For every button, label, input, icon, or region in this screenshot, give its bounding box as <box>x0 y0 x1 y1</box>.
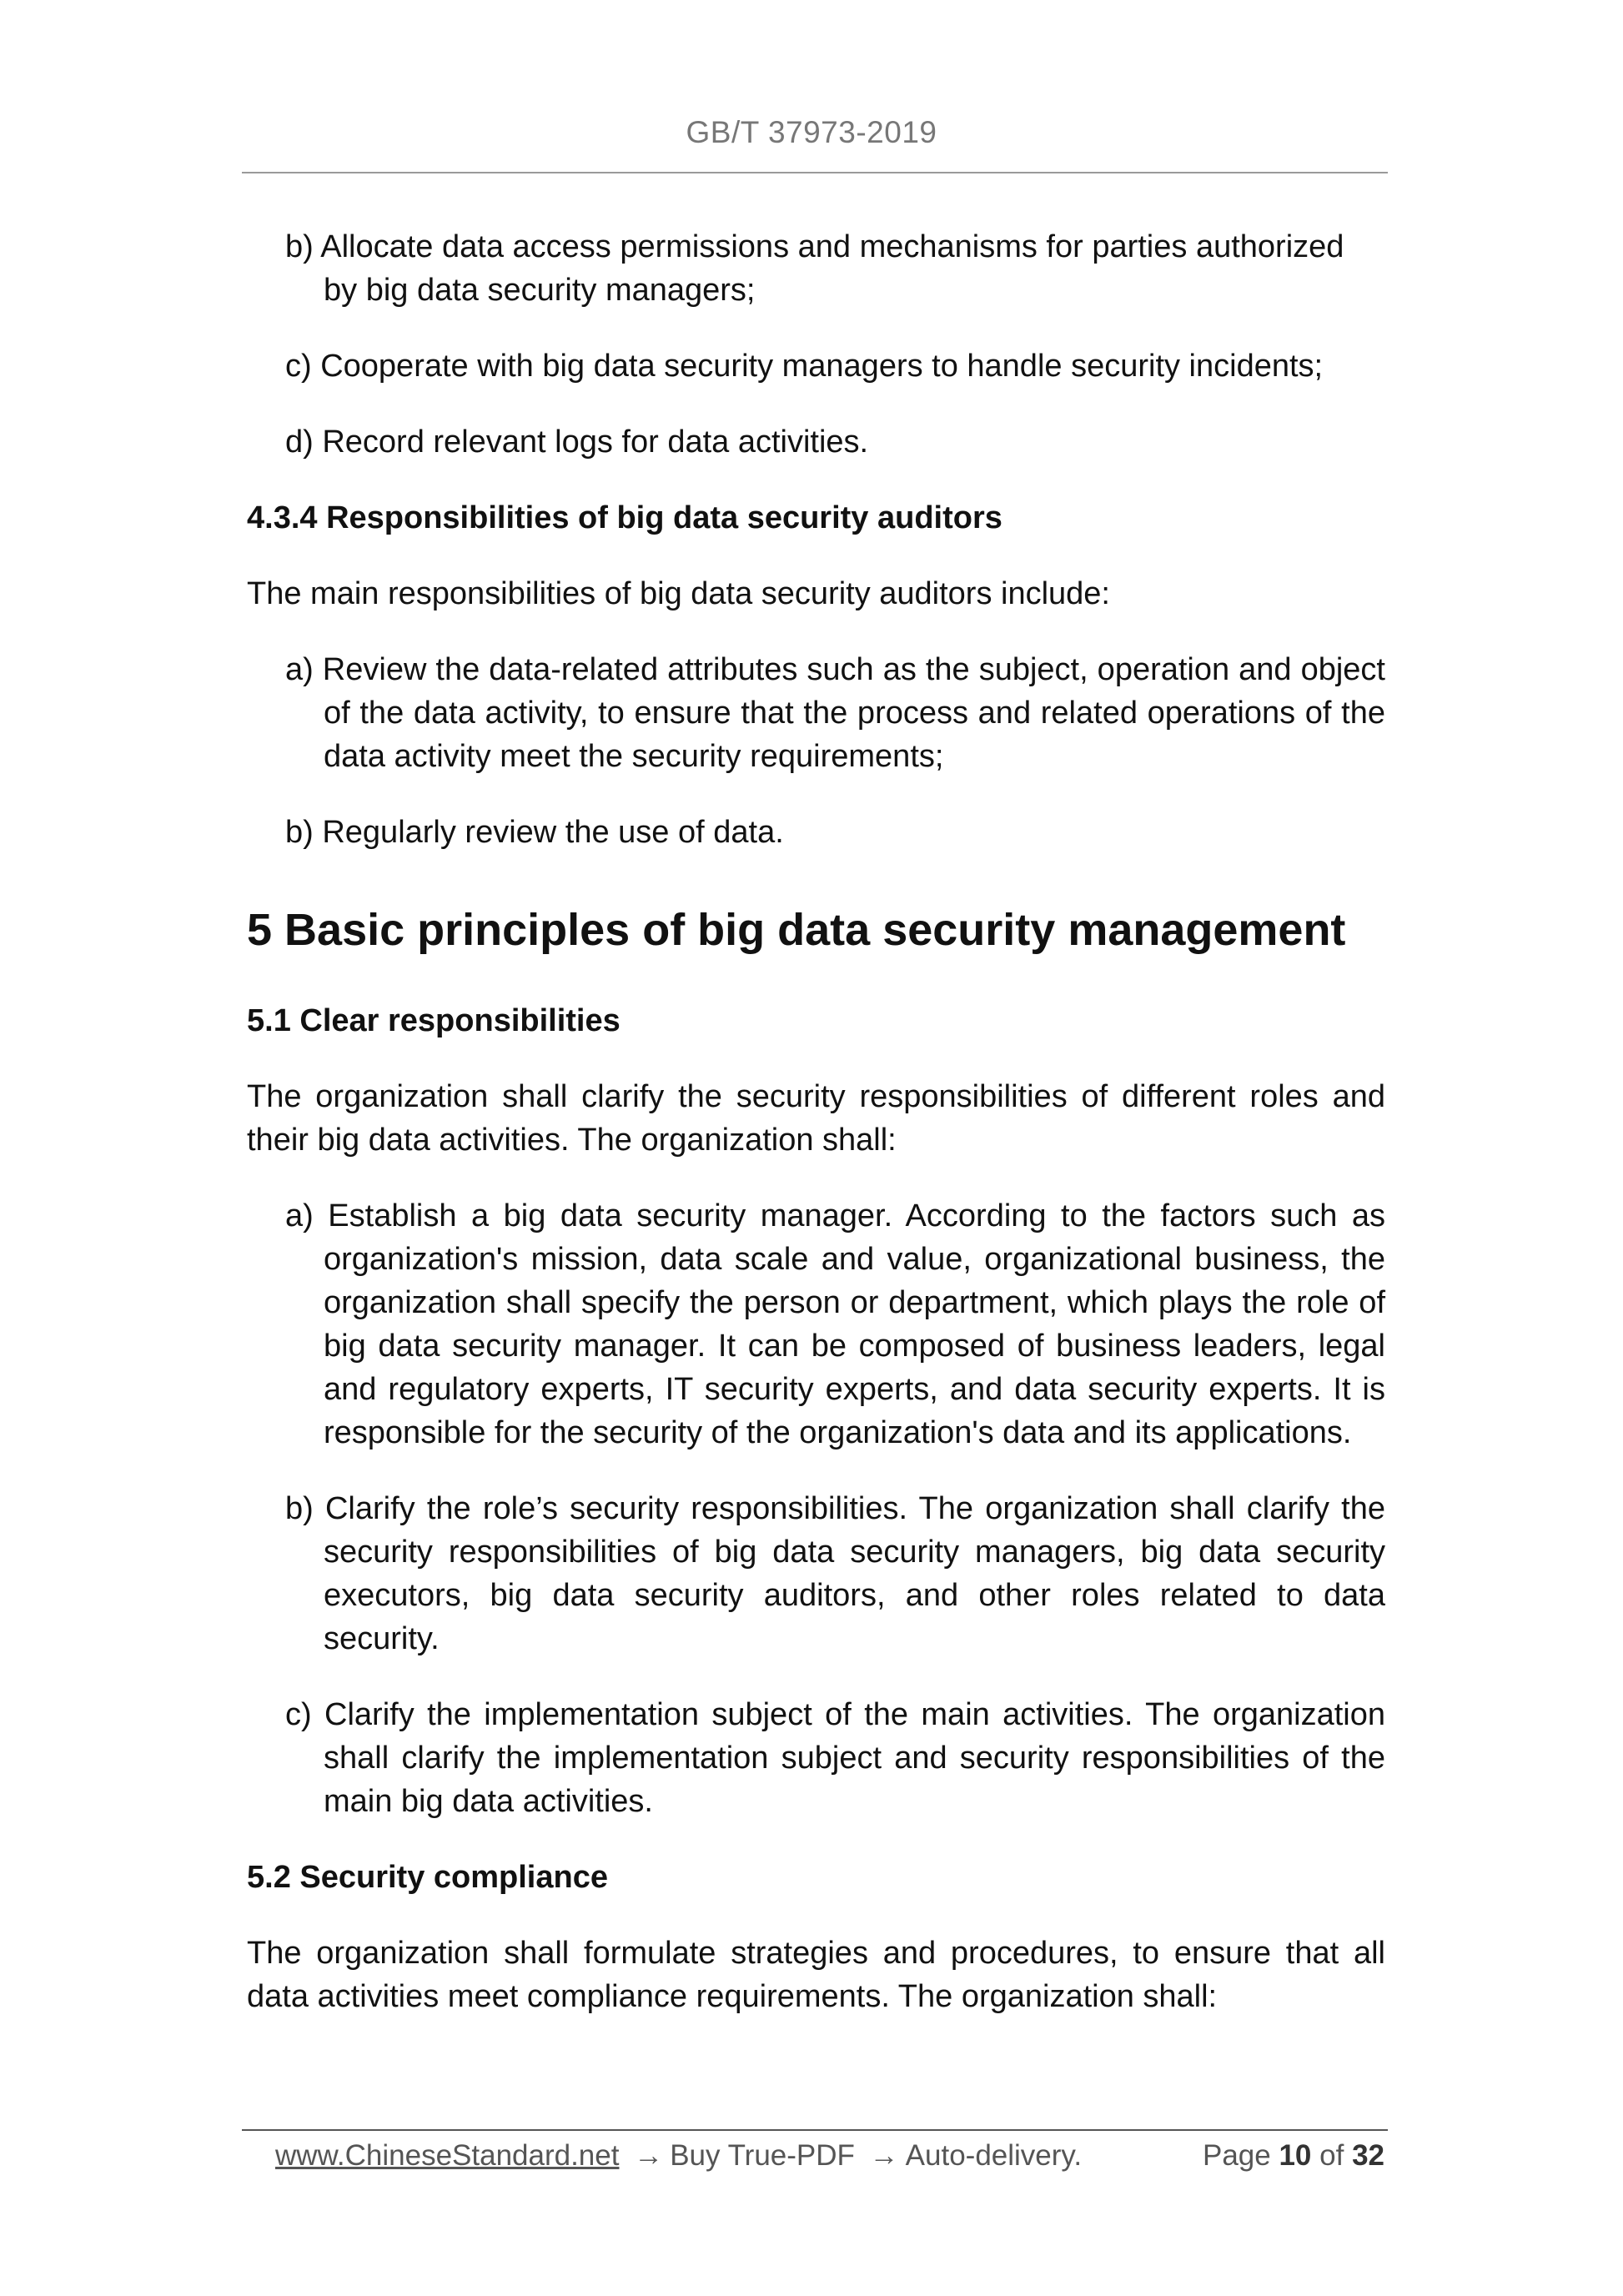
section-heading-5-1: 5.1 Clear responsibilities <box>247 1003 621 1038</box>
header-divider <box>242 172 1388 173</box>
list-item-cooperate-incidents: c) Cooperate with big data security managers to handle security incidents; <box>285 349 1324 384</box>
list-item-establish-manager: a) Establish a big data security manager. According to the factors such as organization's mission, data scale and value, organizational business, the organization shall specify the person or department, which plays the role of big data security manager. It can be composed of business leaders, legal and regulatory experts, IT security experts, and data security experts. It is responsible for the security of the organization's data and its applications. <box>285 1198 1385 1450</box>
list-item-clarify-subject: c) Clarify the implementation subject of the main activities. The organization shall clarify the implementation subject and security responsibilities of the main big data activities. <box>285 1697 1385 1819</box>
section-heading-5-2: 5.2 Security compliance <box>247 1860 608 1895</box>
list-item-review-attributes: a) Review the data-related attributes such as the subject, operation and object of the data activity, to ensure that the process and related operations of the data activity meet the security requirements; <box>285 652 1385 774</box>
section-heading-4-3-4: 4.3.4 Responsibilities of big data security auditors <box>247 500 1002 535</box>
arrow-right-icon: → <box>869 2139 899 2172</box>
section-5-2-intro: The organization shall formulate strategies and procedures, to ensure that all data activities meet compliance requirements. The organization shall: <box>247 1936 1385 2014</box>
chapter-heading-5: 5 Basic principles of big data security management <box>247 905 1346 955</box>
list-item-allocate-permissions: b) Allocate data access permissions and mechanisms for parties authorized by big data security managers; <box>285 229 1344 308</box>
site-link[interactable]: www.ChineseStandard.net <box>275 2139 620 2172</box>
document-code-header: GB/T 37973-2019 <box>686 115 937 149</box>
list-item-clarify-role: b) Clarify the role’s security responsibilities. The organization shall clarify the security responsibilities of big data security managers, big data security executors, big data security auditors, and other roles related to data security. <box>285 1491 1385 1656</box>
buy-text: Buy True-PDF <box>670 2139 855 2172</box>
section-5-1-intro: The organization shall clarify the security responsibilities of different roles and their big data activities. The organization shall: <box>247 1079 1385 1158</box>
of-label: of <box>1319 2139 1344 2172</box>
section-4-3-4-intro: The main responsibilities of big data security auditors include: <box>247 576 1110 611</box>
list-item-record-logs: d) Record relevant logs for data activities. <box>285 425 869 460</box>
page-body <box>247 225 1385 2051</box>
footer-promo <box>275 2137 1082 2175</box>
footer-divider <box>242 2129 1388 2131</box>
list-item-review-use: b) Regularly review the use of data. <box>285 815 784 850</box>
delivery-text: Auto-delivery. <box>905 2139 1083 2172</box>
page-counter <box>1203 2137 1384 2175</box>
page-label: Page <box>1202 2139 1271 2172</box>
page-number: 10 <box>1279 2139 1312 2172</box>
total-pages: 32 <box>1352 2139 1384 2172</box>
arrow-right-icon: → <box>634 2139 664 2172</box>
